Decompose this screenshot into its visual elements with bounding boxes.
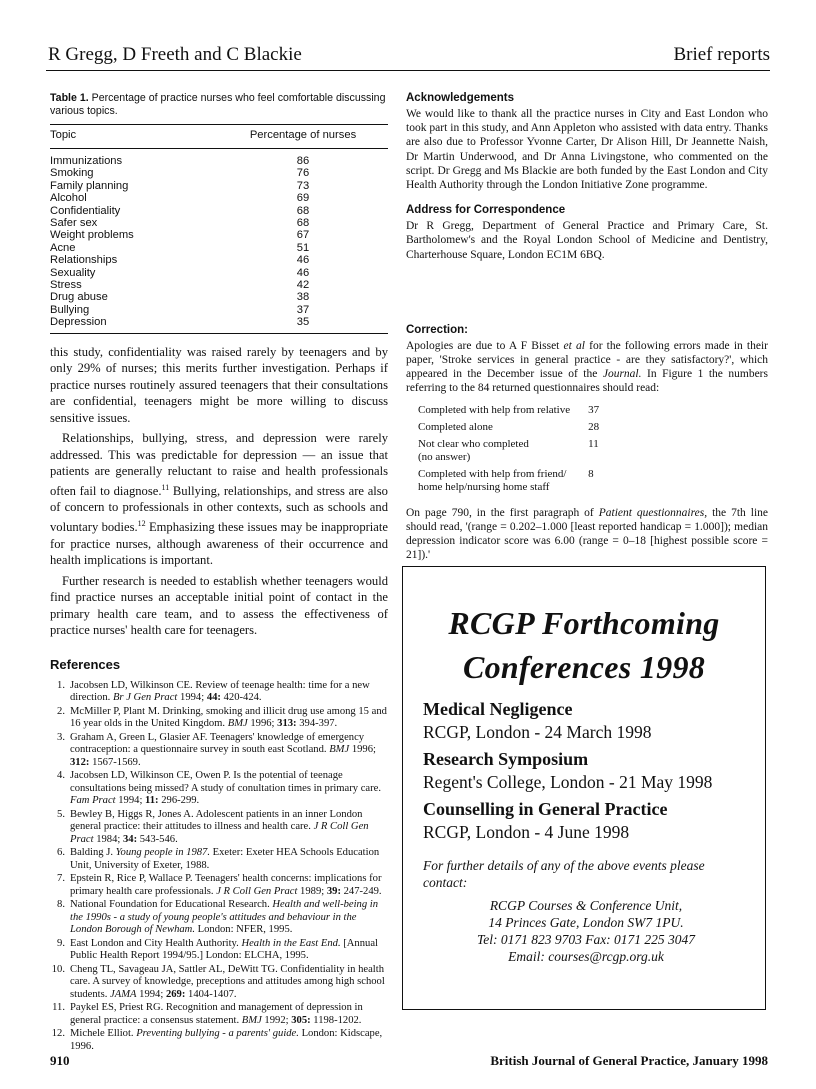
reference-text: 543-546. <box>137 833 178 845</box>
reference-text: 1996; <box>349 744 376 756</box>
reference-item <box>50 1028 388 1053</box>
reference-text: 1994; <box>115 795 146 807</box>
reference-text: 247-249. <box>340 885 382 897</box>
reference-item <box>50 809 388 847</box>
correction-p2-em: Patient questionnaires, <box>598 506 708 519</box>
table-1 <box>50 125 388 334</box>
reference-title: BMJ <box>329 744 350 756</box>
reference-volume: 312: <box>70 756 90 768</box>
correction-p1-c: In Figure 1 the numbers referring to the 84 returned questionnaires should read: <box>406 368 768 395</box>
event-2-detail: Regent's College, London - 21 May 1998 <box>423 772 713 792</box>
reference-text: Exeter: Exeter HEA Schools Education Unit, University of Exeter, 1988. <box>70 847 380 871</box>
table-row <box>50 192 388 204</box>
table-row <box>50 149 388 168</box>
event-1-detail: RCGP, London - 24 March 1998 <box>423 722 652 742</box>
address-heading: Address for Correspondence <box>406 204 566 217</box>
correction-row <box>418 451 599 468</box>
reference-text: 1992; <box>261 1014 292 1026</box>
right-column <box>406 92 768 562</box>
reference-item <box>50 964 388 1002</box>
table-caption-label: Table 1. <box>50 92 89 104</box>
reference-text: Cheng TL, Savageau JA, Sattler AL, DeWitt TG. Confidentiality in health care. A survey of knowledge, preceptions and attitudes among high school students. <box>70 963 385 1000</box>
reference-number: 3. <box>57 731 65 743</box>
acknowledgements-text: We would like to thank all the practice nurses in City and East London who took part in this study, and Ann Appleton who assisted with data entry. Thanks are also due to Professor Yvonne Carter, Dr Alison Hill, Dr Jeannette Naish, Dr Martin Underwood, and Dr Anna Livingstone, who commented on the script. Dr Gregg and Ms Blackie are both funded by the East London and City Health Authority through the London Initiative Zone programme. <box>406 108 768 192</box>
journal-footer: British Journal of General Practice, January 1998 <box>490 1053 768 1068</box>
page-number: 910 <box>50 1053 70 1068</box>
table-row <box>50 167 388 179</box>
table-cell-percent: 73 <box>296 179 310 192</box>
reference-volume: 313: <box>277 718 297 730</box>
table-caption-text: Percentage of practice nurses who feel comfortable discussing various topics. <box>50 92 386 117</box>
reference-volume: 34: <box>122 833 138 845</box>
correction-value <box>570 451 599 468</box>
correction-table <box>418 404 599 498</box>
reference-text: McMiller P, Plant M. Drinking, smoking and illicit drug use among 15 and 16 year olds in the United Kingdom. <box>70 705 387 730</box>
advert-title-line-1: RCGP Forthcoming <box>448 605 720 641</box>
reference-title: J R Coll Gen Pract <box>70 821 369 845</box>
reference-text: 1198-1202. <box>310 1014 362 1026</box>
event-2-title: Research Symposium <box>423 749 589 769</box>
acknowledgements-heading: Acknowledgements <box>406 92 514 104</box>
event-1-title: Medical Negligence <box>423 699 573 719</box>
reference-text: National Foundation for Educational Research. <box>70 899 273 911</box>
reference-number: 5. <box>57 808 65 820</box>
correction-label: (no answer) <box>418 450 471 463</box>
table-header-row <box>50 125 388 149</box>
reference-item <box>50 899 388 937</box>
correction-paragraph-2 <box>406 506 768 563</box>
advert-contact-text: For further details of any of the above events please contact: <box>423 858 705 890</box>
correction-row <box>418 438 599 451</box>
reference-number: 7. <box>57 873 65 885</box>
reference-volume: 44: <box>206 692 221 704</box>
correction-p1-journal: Journal. <box>602 368 642 381</box>
table-cell-percent: 37 <box>296 303 310 316</box>
table-cell-percent: 42 <box>296 279 310 292</box>
left-column <box>50 92 388 1054</box>
correction-p1-b: for the following errors made in their paper, 'Stroke services in general practice - are they satisfactory?', which appeared in the December issue of the <box>406 339 768 381</box>
table-cell-topic: Immunizations <box>50 155 123 167</box>
correction-label: Not clear who completed <box>418 437 529 450</box>
correction-p1-em: et al <box>563 339 585 352</box>
reference-text: Graham A, Green L, Glasier AF. Teenagers' knowledge of emergency contraception: a questionnaire survey in south east Scotland. <box>70 731 365 756</box>
event-1 <box>423 699 651 743</box>
reference-title: Young people in 1987. <box>115 847 210 859</box>
reference-text: 1994; <box>177 692 207 704</box>
table-row <box>50 267 388 279</box>
reference-text: 1989; <box>297 885 327 897</box>
reference-text: Michele Elliot. <box>70 1028 137 1040</box>
correction-p2-a: On page 790, in the first paragraph of <box>406 506 599 519</box>
correction-row <box>418 421 599 438</box>
table-col-topic: Topic <box>50 129 77 141</box>
reference-text: Paykel ES, Priest RG. Recognition and management of depression in general practice: a consensus statement. <box>70 1002 363 1026</box>
reference-volume: 11: <box>145 795 159 807</box>
table-cell-percent: 68 <box>296 204 310 217</box>
table-cell-percent: 86 <box>296 155 310 167</box>
table-cell-topic: Acne <box>50 241 76 254</box>
body-paragraph-2-part-b: Bullying, relationships, and stress are also of concern to professionals in other contexts, such as schools and voluntary bodies. <box>50 483 388 535</box>
table-row <box>50 291 388 303</box>
reference-item <box>50 706 388 731</box>
reference-number: 6. <box>57 847 65 859</box>
table-cell-percent: 68 <box>296 217 310 230</box>
table-cell-topic: Smoking <box>50 167 94 180</box>
reference-text: 420-424. <box>220 692 262 704</box>
table-cell-topic: Depression <box>50 316 107 329</box>
table-cell-percent: 46 <box>296 254 310 267</box>
table-cell-percent: 76 <box>296 167 310 180</box>
reference-volume: 39: <box>326 885 341 897</box>
advert-phone-fax: Tel: 0171 823 9703 Fax: 0171 225 3047 <box>476 932 696 947</box>
table-col-percent: Percentage of nurses <box>249 129 357 141</box>
reference-title: BMJ <box>241 1014 262 1026</box>
table-cell-percent: 46 <box>296 266 310 279</box>
reference-title: Health and well-being in the 1990s - a study of young people's attitudes and behaviour in the London Borough of Newham. <box>70 899 379 936</box>
reference-text: Balding J. <box>70 847 116 859</box>
correction-p1-a: Apologies are due to A F Bisset <box>406 339 564 352</box>
reference-text: [Annual Public Health Report 1994/95.] London: ELCHA, 1995. <box>70 937 378 962</box>
reference-text: 1996; <box>247 718 278 730</box>
event-3-detail: RCGP, London - 4 June 1998 <box>423 822 630 842</box>
table-row <box>50 180 388 192</box>
table-row <box>50 217 388 229</box>
reference-text: 1567-1569. <box>89 756 141 768</box>
running-head-section: Brief reports <box>673 44 770 65</box>
body-paragraph-1: this study, confidentiality was raised rarely by teenagers and by only 29% of nurses; this merits further investigation. Perhaps if practice nurses routinely assured teenagers that their consultations are confidential, teenagers might be more willing to discuss sensitive issues. <box>50 344 388 425</box>
correction-row <box>418 481 599 498</box>
reference-title: J R Coll Gen Pract <box>216 885 298 897</box>
advert-title-line-2: Conferences 1998 <box>462 649 706 685</box>
correction-label: Completed with help from relative <box>418 403 571 416</box>
citation-11: 11 <box>161 482 170 492</box>
reference-text: London: NFER, 1995. <box>194 924 293 936</box>
advert-email: Email: courses@rcgp.org.uk <box>508 949 664 964</box>
advert-contact <box>423 857 749 965</box>
table-cell-topic: Confidentiality <box>50 204 121 217</box>
advert-address-line-2: 14 Princes Gate, London SW7 1PU. <box>488 915 684 930</box>
references-list <box>50 680 388 1054</box>
reference-item <box>50 732 388 770</box>
correction-label: Completed with help from friend/ <box>418 467 567 480</box>
correction-row <box>418 468 599 481</box>
reference-volume: 269: <box>165 988 186 1000</box>
reference-number: 1. <box>57 679 65 691</box>
reference-text: Bewley B, Higgs R, Jones A. Adolescent patients in an inner London general practice: their attitudes to illness and health care. <box>70 808 363 833</box>
table-cell-percent: 35 <box>296 316 310 329</box>
table-cell-percent: 38 <box>296 291 310 304</box>
reference-title: BMJ <box>227 718 248 730</box>
header-rule <box>46 70 770 71</box>
table-cell-topic: Drug abuse <box>50 291 108 304</box>
table-cell-topic: Sexuality <box>50 266 96 279</box>
table-row <box>50 254 388 266</box>
reference-number: 9. <box>57 937 65 949</box>
address-text: Dr R Gregg, Department of General Practice and Primary Care, St. Bartholomew's and the Royal London School of Medicine and Dentistry, Charterhouse Square, London EC1M 6BQ. <box>406 220 768 261</box>
reference-text: Jacobsen LD, Wilkinson CE. Review of teenage health: time for a new direction. <box>70 679 370 704</box>
table-cell-topic: Relationships <box>50 254 118 267</box>
correction-label: Completed alone <box>418 420 493 433</box>
table-cell-topic: Bullying <box>50 303 90 316</box>
reference-item <box>50 770 388 808</box>
event-2 <box>423 749 712 793</box>
references-heading: References <box>50 656 121 672</box>
correction-value: 8 <box>588 467 594 480</box>
correction-value: 37 <box>588 403 600 416</box>
correction-value: 28 <box>588 420 600 433</box>
table-row <box>50 304 388 316</box>
reference-number: 12. <box>51 1028 65 1040</box>
reference-title: Preventing bullying - a parents' guide. <box>136 1028 299 1040</box>
correction-paragraph-1 <box>406 339 768 396</box>
table-cell-topic: Stress <box>50 279 82 292</box>
reference-title: JAMA <box>110 988 137 1000</box>
reference-title: Health in the East End. <box>241 937 341 949</box>
reference-item <box>50 847 388 872</box>
table-row <box>50 229 388 241</box>
reference-text: 1994; <box>136 988 166 1000</box>
table-row <box>50 205 388 217</box>
table-row <box>50 316 388 333</box>
conference-advert <box>402 566 766 1010</box>
reference-item <box>50 873 388 898</box>
body-paragraph-3: Further research is needed to establish whether teenagers would find practice nurses an acceptable initial point of contact in the primary health care team, and to assess the effectiveness of practice nurses' health care for teenagers. <box>50 573 388 638</box>
running-head-authors: R Gregg, D Freeth and C Blackie <box>48 44 302 65</box>
reference-text: 1984; <box>93 833 123 845</box>
correction-p2-b: the 7th line should read, '(range = 0.202–1.000 [least reported handicap = 1.000]); median depression indicator score was 6.00 (range = 0–18 [highest possible score = 21]).' <box>406 506 768 562</box>
citation-12: 12 <box>137 518 146 528</box>
table-cell-topic: Alcohol <box>50 192 87 205</box>
reference-text: 296-299. <box>158 795 200 807</box>
table-row <box>50 279 388 291</box>
body-paragraph-2-part-a: Relationships, bullying, stress, and depression were rarely addressed. This was predictable for depression — an issue that patients are generally reluctant to raise and health professionals often fail to diagnose. <box>50 431 388 498</box>
table-cell-percent: 51 <box>296 241 310 254</box>
reference-text: 1404-1407. <box>185 988 237 1000</box>
reference-text: Jacobsen LD, Wilkinson CE, Owen P. Is the potential of teenage consultations being missed? A study of conultation times in primary care. <box>70 770 381 794</box>
event-3 <box>423 799 667 843</box>
advert-title <box>403 601 765 689</box>
reference-item <box>50 938 388 963</box>
table-cell-topic: Weight problems <box>50 229 134 242</box>
table-cell-percent: 69 <box>296 192 310 205</box>
table-row <box>50 242 388 254</box>
reference-text: East London and City Health Authority. <box>70 937 242 949</box>
reference-text: Epstein R, Rice P, Wallace P. Teenagers' health concerns: implications for primary health care professionals. <box>70 873 382 897</box>
correction-value <box>570 481 599 498</box>
table-cell-topic: Family planning <box>50 179 129 192</box>
reference-item <box>50 680 388 705</box>
reference-title: Fam Pract <box>70 795 116 807</box>
reference-text: 394-397. <box>296 718 338 730</box>
correction-value: 11 <box>588 437 599 450</box>
advert-address-line-1: RCGP Courses & Conference Unit, <box>489 898 683 913</box>
table-caption <box>50 92 388 118</box>
reference-number: 11. <box>52 1002 65 1014</box>
table-cell-percent: 67 <box>296 229 310 242</box>
correction-label: home help/nursing home staff <box>418 480 550 493</box>
reference-title: Br J Gen Pract <box>112 692 178 704</box>
body-paragraph-2 <box>50 430 388 568</box>
body-paragraph-2-part-c: Emphasizing these issues may be inappropriate for practice nurses, although awareness of their occurrence and health implications is important. <box>50 520 388 568</box>
correction-heading: Correction: <box>406 323 468 336</box>
reference-text: London: Kidscape, 1996. <box>70 1028 383 1052</box>
reference-number: 2. <box>57 705 65 717</box>
reference-number: 8. <box>57 899 65 911</box>
reference-number: 4. <box>57 770 65 782</box>
reference-item <box>50 1002 388 1027</box>
reference-volume: 305: <box>291 1014 311 1026</box>
table-cell-topic: Safer sex <box>50 217 98 230</box>
correction-row <box>418 404 599 421</box>
event-3-title: Counselling in General Practice <box>423 799 668 819</box>
reference-number: 10. <box>51 963 65 975</box>
